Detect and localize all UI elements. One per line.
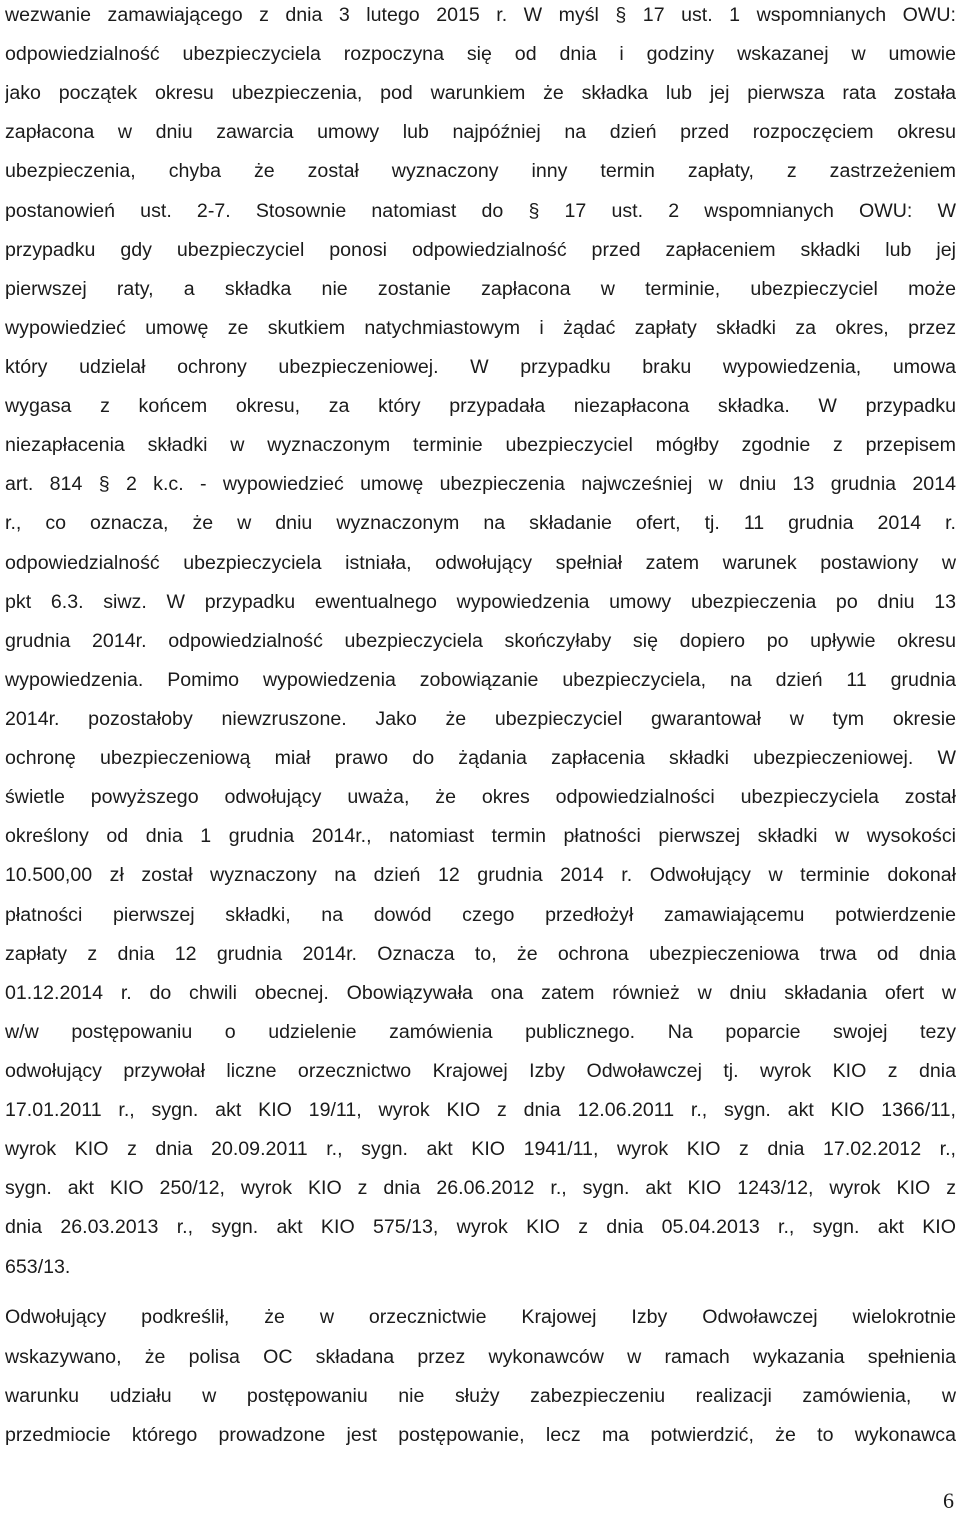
text-line: wskazywano, że polisa OC składana przez wykonawców w ramach wykazania spełnienia	[5, 1346, 956, 1368]
text-line: przypadku gdy ubezpieczyciel ponosi odpowiedzialność przed zapłaceniem składki lub jej	[5, 239, 956, 261]
text-line: sygn. akt KIO 250/12, wyrok KIO z dnia 26.06.2012 r., sygn. akt KIO 1243/12, wyrok KIO z	[5, 1177, 956, 1199]
text-line: zapłacona w dniu zawarcia umowy lub najpóźniej na dzień przed rozpoczęciem okresu	[5, 121, 956, 143]
text-line: wezwanie zamawiającego z dnia 3 lutego 2015 r. W myśl § 17 ust. 1 wspomnianych OWU:	[5, 4, 956, 26]
text-line: warunku udziału w postępowaniu nie służy zabezpieczeniu realizacji zamówienia, w	[5, 1385, 956, 1407]
text-line: świetle powyższego odwołujący uważa, że okres odpowiedzialności ubezpieczyciela został	[5, 786, 956, 808]
text-line: dnia 26.03.2013 r., sygn. akt KIO 575/13, wyrok KIO z dnia 05.04.2013 r., sygn. akt KIO	[5, 1216, 956, 1238]
text-line: wypowiedzenia. Pomimo wypowiedzenia zobowiązanie ubezpieczyciela, na dzień 11 grudnia	[5, 669, 956, 691]
text-line: zapłaty z dnia 12 grudnia 2014r. Oznacza to, że ochrona ubezpieczeniowa trwa od dnia	[5, 943, 956, 965]
text-line: r., co oznacza, że w dniu wyznaczonym na składanie ofert, tj. 11 grudnia 2014 r.	[5, 512, 956, 534]
text-line: odpowiedzialność ubezpieczyciela rozpoczyna się od dnia i godziny wskazanej w umowie	[5, 43, 956, 65]
text-line: postanowień ust. 2-7. Stosownie natomiast do § 17 ust. 2 wspomnianych OWU: W	[5, 200, 956, 222]
text-line: 653/13.	[5, 1256, 71, 1278]
text-line: wygasa z końcem okresu, za który przypadała niezapłacona składka. W przypadku	[5, 395, 956, 417]
text-line: art. 814 § 2 k.c. - wypowiedzieć umowę ubezpieczenia najwcześniej w dniu 13 grudnia 2014	[5, 473, 956, 495]
text-line: ubezpieczenia, chyba że został wyznaczony inny termin zapłaty, z zastrzeżeniem	[5, 160, 956, 182]
text-line: pierwszej raty, a składka nie zostanie zapłacona w terminie, ubezpieczyciel może	[5, 278, 956, 300]
text-line: ochronę ubezpieczeniową miał prawo do żądania zapłacenia składki ubezpieczeniowej. W	[5, 747, 956, 769]
text-line: pkt 6.3. siwz. W przypadku ewentualnego wypowiedzenia umowy ubezpieczenia po dniu 13	[5, 591, 956, 613]
text-line: w/w postępowaniu o udzielenie zamówienia publicznego. Na poparcie swojej tezy	[5, 1021, 956, 1043]
text-line: jako początek okresu ubezpieczenia, pod warunkiem że składka lub jej pierwsza rata została	[5, 82, 956, 104]
text-line: który udzielał ochrony ubezpieczeniowej. W przypadku braku wypowiedzenia, umowa	[5, 356, 956, 378]
text-line: 17.01.2011 r., sygn. akt KIO 19/11, wyrok KIO z dnia 12.06.2011 r., sygn. akt KIO 1366/11,	[5, 1099, 956, 1121]
text-line: odwołujący przywołał liczne orzecznictwo Krajowej Izby Odwoławczej tj. wyrok KIO z dnia	[5, 1060, 956, 1082]
page-number: 6	[943, 1488, 954, 1513]
text-line: 01.12.2014 r. do chwili obecnej. Obowiązywała ona zatem również w dniu składania ofert w	[5, 982, 956, 1004]
text-line: przedmiocie którego prowadzone jest postępowanie, lecz ma potwierdzić, że to wykonawca	[5, 1424, 956, 1446]
text-line: odpowiedzialność ubezpieczyciela istniała, odwołujący spełniał zatem warunek postawiony w	[5, 552, 956, 574]
text-line: wyrok KIO z dnia 20.09.2011 r., sygn. akt KIO 1941/11, wyrok KIO z dnia 17.02.2012 r.,	[5, 1138, 956, 1160]
text-line: niezapłacenia składki w wyznaczonym terminie ubezpieczyciel mógłby zgodnie z przepisem	[5, 434, 956, 456]
text-line: 10.500,00 zł został wyznaczony na dzień 12 grudnia 2014 r. Odwołujący w terminie dokonał	[5, 864, 956, 886]
text-line: Odwołujący podkreślił, że w orzecznictwie Krajowej Izby Odwoławczej wielokrotnie	[5, 1306, 956, 1328]
text-line: wypowiedzieć umowę ze skutkiem natychmiastowym i żądać zapłaty składki za okres, przez	[5, 317, 956, 339]
text-line: określony od dnia 1 grudnia 2014r., natomiast termin płatności pierwszej składki w wysokości	[5, 825, 956, 847]
text-line: płatności pierwszej składki, na dowód czego przedłożył zamawiającemu potwierdzenie	[5, 904, 956, 926]
text-line: grudnia 2014r. odpowiedzialność ubezpieczyciela skończyłaby się dopiero po upływie okresu	[5, 630, 956, 652]
text-line: 2014r. pozostałoby niewzruszone. Jako że ubezpieczyciel gwarantował w tym okresie	[5, 708, 956, 730]
